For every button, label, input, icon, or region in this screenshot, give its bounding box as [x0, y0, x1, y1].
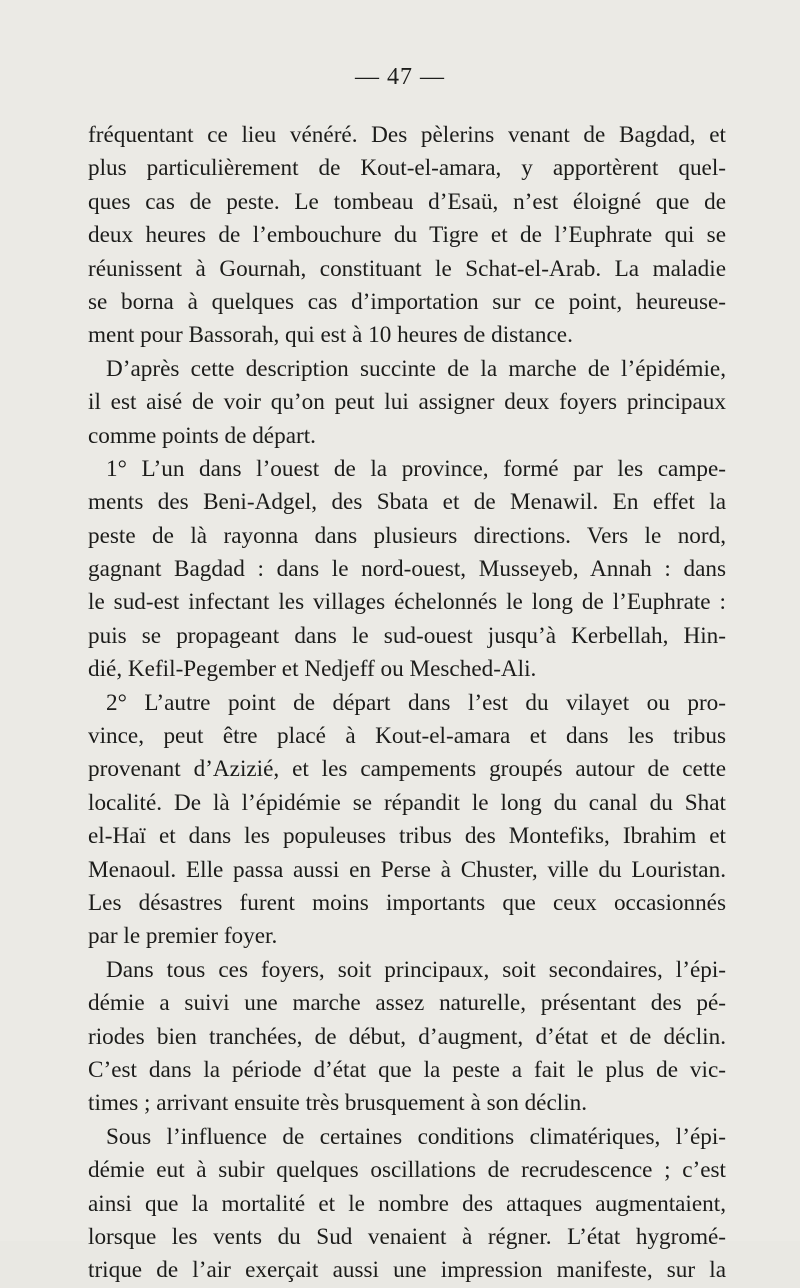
text-line: trique de l’air exerçait aussi une impression manifeste, sur la	[88, 1257, 726, 1284]
text-line: se borna à quelques cas d’importation sur ce point, heureuse-	[88, 288, 726, 315]
text-line: ments des Beni-Adgel, des Sbata et de Menawil. En effet la	[88, 489, 726, 516]
text-line: vince, peut être placé à Kout-el-amara et dans les tribus	[88, 723, 726, 750]
text-line: dié, Kefil-Pegember et Nedjeff ou Mesched-Ali.	[88, 656, 537, 683]
text-line: plus particulièrement de Kout-el-amara, y apportèrent quel-	[88, 155, 726, 182]
text-line: provenant d’Azizié, et les campements groupés autour de cette	[88, 756, 726, 783]
text-line: ainsi que la mortalité et le nombre des attaques augmentaient,	[88, 1190, 726, 1217]
text-line: comme points de départ.	[88, 422, 316, 449]
text-line: démie eut à subir quelques oscillations de recrudescence ; c’est	[88, 1157, 726, 1184]
text-line: le sud-est infectant les villages échelonnés le long de l’Euphrate :	[88, 589, 726, 616]
text-line: riodes bien tranchées, de début, d’augment, d’état et de déclin.	[88, 1023, 726, 1050]
text-line: 2° L’autre point de départ dans l’est du vilayet ou pro-	[106, 689, 726, 716]
text-line: puis se propageant dans le sud-ouest jusqu’à Kerbellah, Hin-	[88, 622, 726, 649]
text-line: ment pour Bassorah, qui est à 10 heures de distance.	[88, 322, 573, 349]
text-line: localité. De là l’épidémie se répandit le long du canal du Shat	[88, 789, 726, 816]
text-line: fréquentant ce lieu vénéré. Des pèlerins venant de Bagdad, et	[88, 122, 726, 148]
text-line: par le premier foyer.	[88, 923, 278, 950]
text-line: D’après cette description succinte de la marche de l’épidémie,	[106, 355, 726, 382]
text-line: Les désastres furent moins importants que ceux occasionnés	[88, 889, 726, 916]
text-line: Sous l’influence de certaines conditions climatériques, l’épi-	[106, 1123, 726, 1150]
text-line: gagnant Bagdad : dans le nord-ouest, Musseyeb, Annah : dans	[88, 556, 726, 583]
text-line: il est aisé de voir qu’on peut lui assigner deux foyers principaux	[88, 389, 726, 416]
text-line: 1° L’un dans l’ouest de la province, formé par les campe-	[106, 455, 726, 482]
text-line: peste de là rayonna dans plusieurs directions. Vers le nord,	[88, 522, 726, 549]
text-line: réunissent à Gournah, constituant le Schat-el-Arab. La maladie	[88, 255, 726, 282]
text-line: times ; arrivant ensuite très brusquement à son déclin.	[88, 1090, 588, 1117]
body-text	[88, 119, 726, 1288]
text-line: Menaoul. Elle passa aussi en Perse à Chuster, ville du Louristan.	[88, 856, 726, 883]
page-number: — 47 —	[355, 64, 445, 90]
text-line: lorsque les vents du Sud venaient à régner. L’état hygromé-	[88, 1223, 726, 1250]
text-line: deux heures de l’embouchure du Tigre et de l’Euphrate qui se	[88, 222, 726, 249]
text-line: démie a suivi une marche assez naturelle, présentant des pé-	[88, 990, 726, 1017]
text-line: C’est dans la période d’état que la peste a fait le plus de vic-	[88, 1056, 726, 1083]
text-line: Dans tous ces foyers, soit principaux, soit secondaires, l’épi-	[106, 956, 726, 983]
text-line: el-Haï et dans les populeuses tribus des Montefiks, Ibrahim et	[88, 823, 726, 850]
text-line: ques cas de peste. Le tombeau d’Esaü, n’est éloigné que de	[88, 188, 726, 215]
